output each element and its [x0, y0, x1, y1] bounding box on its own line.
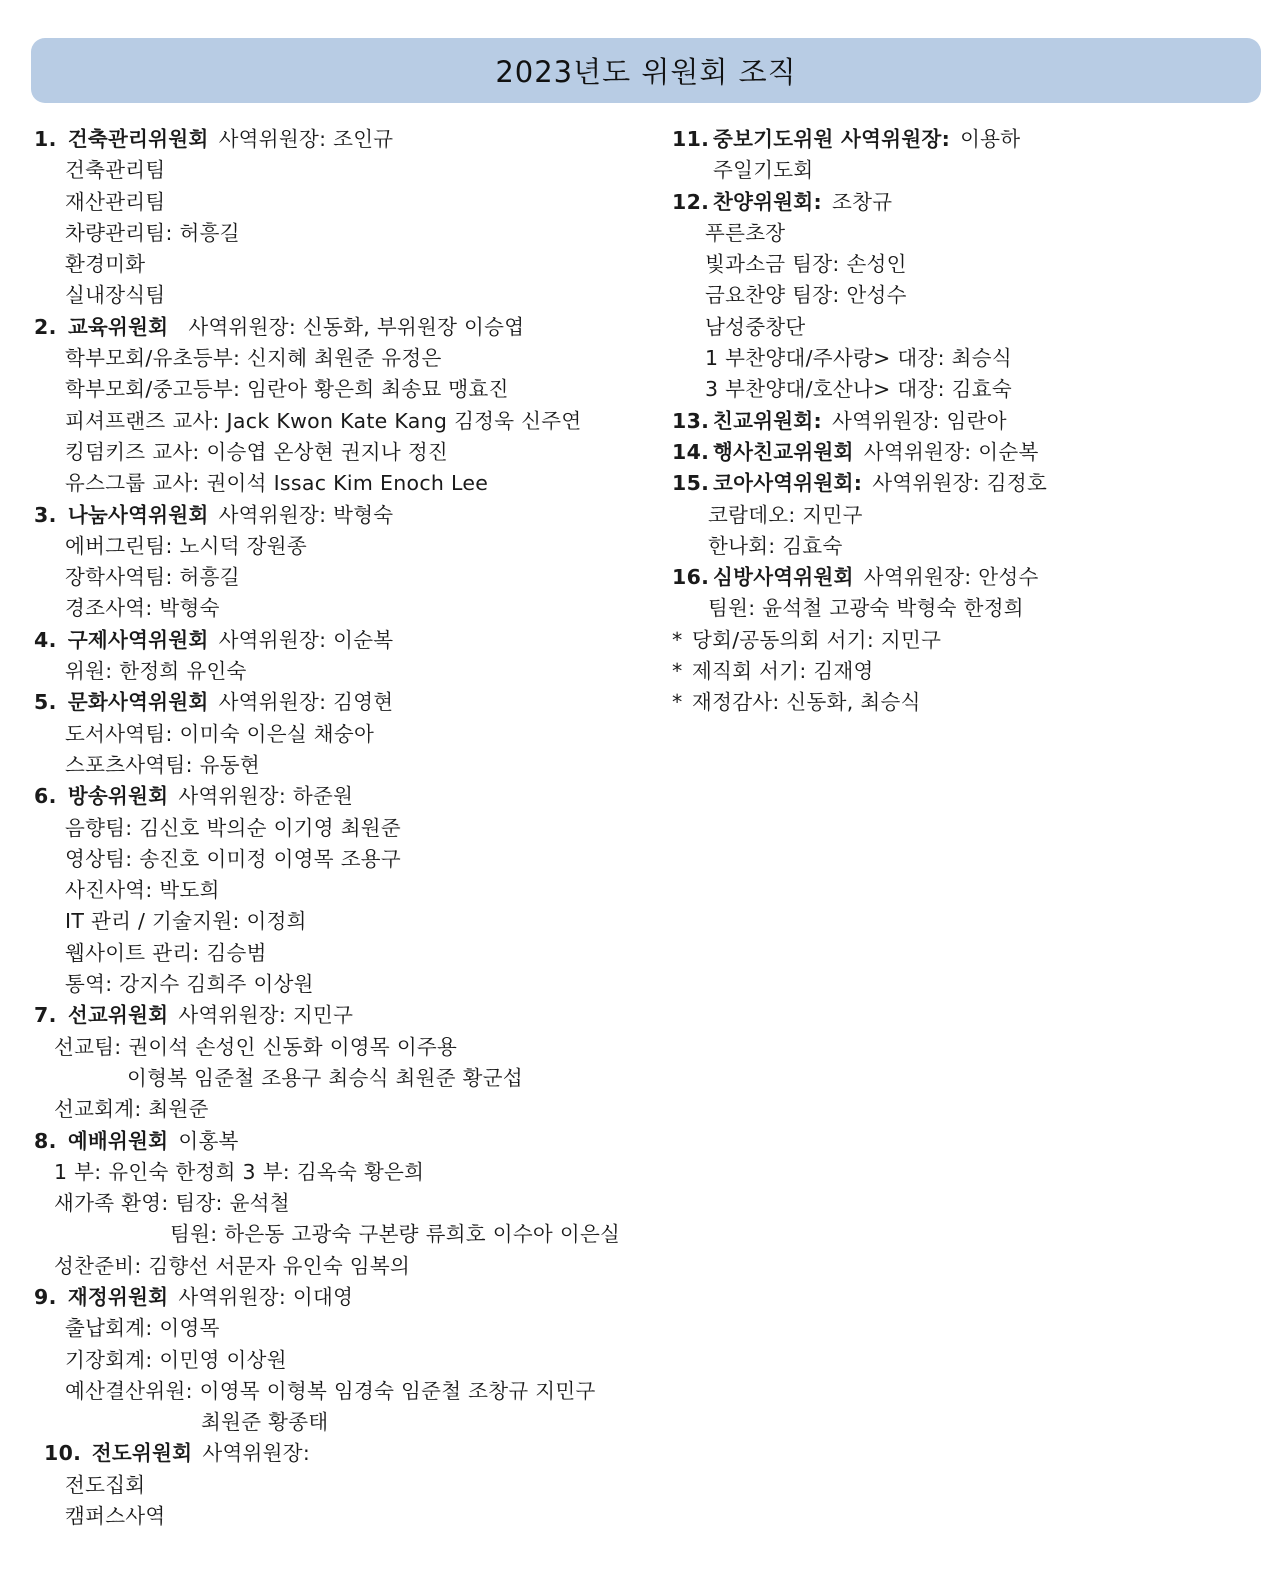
committee-header [672, 468, 1272, 499]
committee-item: 사진사역: 박도희 [65, 878, 220, 903]
committee-header [34, 625, 674, 656]
committee-item: 팀원: 윤석철 고광숙 박형숙 한정희 [708, 596, 1024, 621]
committee-role: 사역위원장: 김정호 [872, 471, 1048, 496]
committee-header [34, 687, 674, 718]
committee-item: 스포츠사역팀: 유동현 [65, 752, 260, 777]
committee-item: 킹덤키즈 교사: 이승엽 온상현 권지나 정진 [65, 439, 449, 464]
asterisk-mark: * [672, 659, 683, 684]
committee-number: 7. [34, 1003, 57, 1028]
committee-role: 사역위원장: 김영현 [218, 690, 394, 715]
committee-role: 사역위원장: 임란아 [832, 408, 1007, 433]
note-line [672, 656, 1272, 687]
committee-header [34, 500, 674, 531]
committee-number: 11. [672, 127, 710, 151]
committee-item: 환경미화 [65, 252, 146, 277]
committee-item: 새가족 환영: 팀장: 윤석철 [54, 1191, 290, 1216]
committee-item: 실내장식팀 [65, 283, 166, 308]
committee-item: 팀원: 하은동 고광숙 구본량 류희호 이수아 이은실 [170, 1222, 621, 1247]
committee-header [34, 1126, 674, 1157]
committee-number: 10. [44, 1441, 82, 1466]
committee-item: 3 부찬양대/호산나> 대장: 김효숙 [705, 377, 1012, 402]
committee-item: 유스그룹 교사: 권이석 Issac Kim Enoch Lee [65, 471, 489, 496]
committee-item: 건축관리팀 [65, 158, 166, 183]
committee-item: 음향팀: 김신호 박의순 이기영 최원준 [65, 815, 402, 840]
committee-number: 14. [672, 439, 710, 464]
note-line [672, 687, 1272, 718]
committee-number: 6. [34, 784, 57, 809]
committee-header [672, 187, 1272, 218]
committee-header [34, 781, 674, 812]
note-line [672, 625, 1272, 656]
committee-number: 1. [34, 127, 57, 151]
note-text: 제직회 서기: 김재영 [692, 659, 874, 684]
committee-item: 코람데오: 지민구 [708, 502, 863, 527]
committee-header [34, 1438, 674, 1469]
committee-number: 5. [34, 690, 57, 715]
committee-item: 재산관리팀 [65, 189, 166, 214]
committee-role: 이용하 [960, 127, 1021, 151]
committee-item: 1 부찬양대/주사랑> 대장: 최승식 [705, 346, 1012, 371]
committee-item: 출납회계: 이영목 [65, 1316, 220, 1341]
committee-role: 사역위원장: 박형숙 [218, 502, 394, 527]
committee-item: 금요찬양 팀장: 안성수 [705, 283, 907, 308]
committee-number: 13. [672, 408, 710, 433]
committee-header [672, 437, 1272, 468]
committee-name: 예배위원회 [67, 1128, 169, 1153]
committee-header [672, 406, 1272, 437]
left-column [34, 124, 674, 1532]
committee-role: 사역위원장: 하준원 [178, 784, 354, 809]
committee-name: 코아사역위원회: [713, 471, 863, 496]
committee-item: 예산결산위원: 이영목 이형복 임경숙 임준철 조창규 지민구 [65, 1378, 596, 1403]
committee-name: 교육위원회 [67, 314, 169, 339]
committee-role: 사역위원장: 안성수 [863, 565, 1039, 590]
committee-header [672, 562, 1272, 593]
committee-item: 캠퍼스사역 [65, 1504, 166, 1529]
committee-item: 주일기도회 [713, 158, 814, 183]
committee-item: 피셔프랜즈 교사: Jack Kwon Kate Kang 김정욱 신주연 [65, 408, 582, 433]
right-column [672, 124, 1272, 719]
committee-name: 방송위원회 [67, 784, 169, 809]
committee-item: 푸른초장 [705, 220, 786, 245]
committee-name: 전도위원회 [91, 1441, 193, 1466]
committee-number: 3. [34, 502, 57, 527]
committee-name: 찬양위원회: [713, 189, 823, 214]
committee-role: 사역위원장: 이대영 [178, 1284, 354, 1309]
committee-item: 웹사이트 관리: 김승범 [65, 940, 267, 965]
committee-name: 심방사역위원회 [713, 565, 854, 590]
note-text: 재정감사: 신동화, 최승식 [692, 690, 921, 715]
committee-item: 남성중창단 [705, 314, 806, 339]
committee-item: 학부모회/중고등부: 임란아 황은희 최송묘 맹효진 [65, 377, 509, 402]
committee-header [34, 124, 674, 155]
committee-name: 재정위원회 [67, 1284, 169, 1309]
committee-number: 15. [672, 471, 710, 496]
committee-role: 사역위원장: 조인규 [218, 127, 394, 151]
page-title: 2023년도 위원회 조직 [495, 55, 797, 89]
committee-item: 선교팀: 권이석 손성인 신동화 이영목 이주용 [54, 1034, 458, 1059]
committee-item: 전도집회 [65, 1472, 146, 1497]
asterisk-mark: * [672, 690, 683, 715]
committee-role: 사역위원장: [202, 1441, 311, 1466]
committee-role: 사역위원장: 이순복 [863, 439, 1039, 464]
committee-number: 16. [672, 565, 710, 590]
committee-name: 친교위원회: [713, 408, 823, 433]
committee-item: 통역: 강지수 김희주 이상원 [65, 972, 314, 997]
committee-item: 선교회계: 최원준 [54, 1097, 209, 1122]
committee-role: 사역위원장: 이순복 [218, 627, 394, 652]
committee-item: 위원: 한정희 유인숙 [65, 659, 247, 684]
committee-item: IT 관리 / 기술지원: 이정희 [65, 909, 307, 934]
committee-name: 나눔사역위원회 [67, 502, 209, 527]
committee-item: 1 부: 유인숙 한정희 3 부: 김옥숙 황은희 [54, 1159, 425, 1184]
committee-name: 구제사역위원회 [67, 627, 209, 652]
committee-item: 장학사역팀: 허흥길 [65, 565, 240, 590]
asterisk-mark: * [672, 627, 683, 652]
committee-number: 4. [34, 627, 57, 652]
committee-name: 선교위원회 [67, 1003, 169, 1028]
committee-item: 이형복 임준철 조용구 최승식 최원준 황군섭 [127, 1065, 523, 1090]
committee-name: 문화사역위원회 [67, 690, 209, 715]
committee-item: 한나회: 김효숙 [708, 533, 843, 558]
committee-item: 빛과소금 팀장: 손성인 [705, 252, 907, 277]
committee-item: 최원준 황종태 [201, 1410, 329, 1435]
committee-role: 이홍복 [178, 1128, 239, 1153]
committee-number: 8. [34, 1128, 57, 1153]
committee-item: 영상팀: 송진호 이미정 이영목 조용구 [65, 846, 402, 871]
committee-role: 조창규 [832, 189, 893, 214]
committee-name: 중보기도위원 사역위원장: [713, 127, 951, 151]
committee-header [34, 1000, 674, 1031]
committee-number: 12. [672, 189, 710, 214]
committee-header [34, 312, 674, 343]
committee-item: 성찬준비: 김향선 서문자 유인숙 임복의 [54, 1253, 411, 1278]
committee-name: 행사친교위원회 [713, 439, 854, 464]
committee-item: 차량관리팀: 허흥길 [65, 220, 240, 245]
committee-item: 도서사역팀: 이미숙 이은실 채숭아 [65, 721, 375, 746]
committee-name: 건축관리위원회 [67, 127, 209, 151]
committee-number: 2. [34, 314, 57, 339]
committee-number: 9. [34, 1284, 57, 1309]
committee-role: 사역위원장: 신동화, 부위원장 이승엽 [188, 314, 525, 339]
committee-item: 경조사역: 박형숙 [65, 596, 220, 621]
committee-item: 기장회계: 이민영 이상원 [65, 1347, 287, 1372]
committee-header [672, 124, 1272, 155]
committee-role: 사역위원장: 지민구 [178, 1003, 354, 1028]
committee-header [34, 1282, 674, 1313]
note-text: 당회/공동의회 서기: 지민구 [692, 627, 942, 652]
committee-item: 에버그린팀: 노시덕 장원종 [65, 533, 307, 558]
title-banner [31, 38, 1261, 103]
committee-item: 학부모회/유초등부: 신지혜 최원준 유정은 [65, 346, 442, 371]
